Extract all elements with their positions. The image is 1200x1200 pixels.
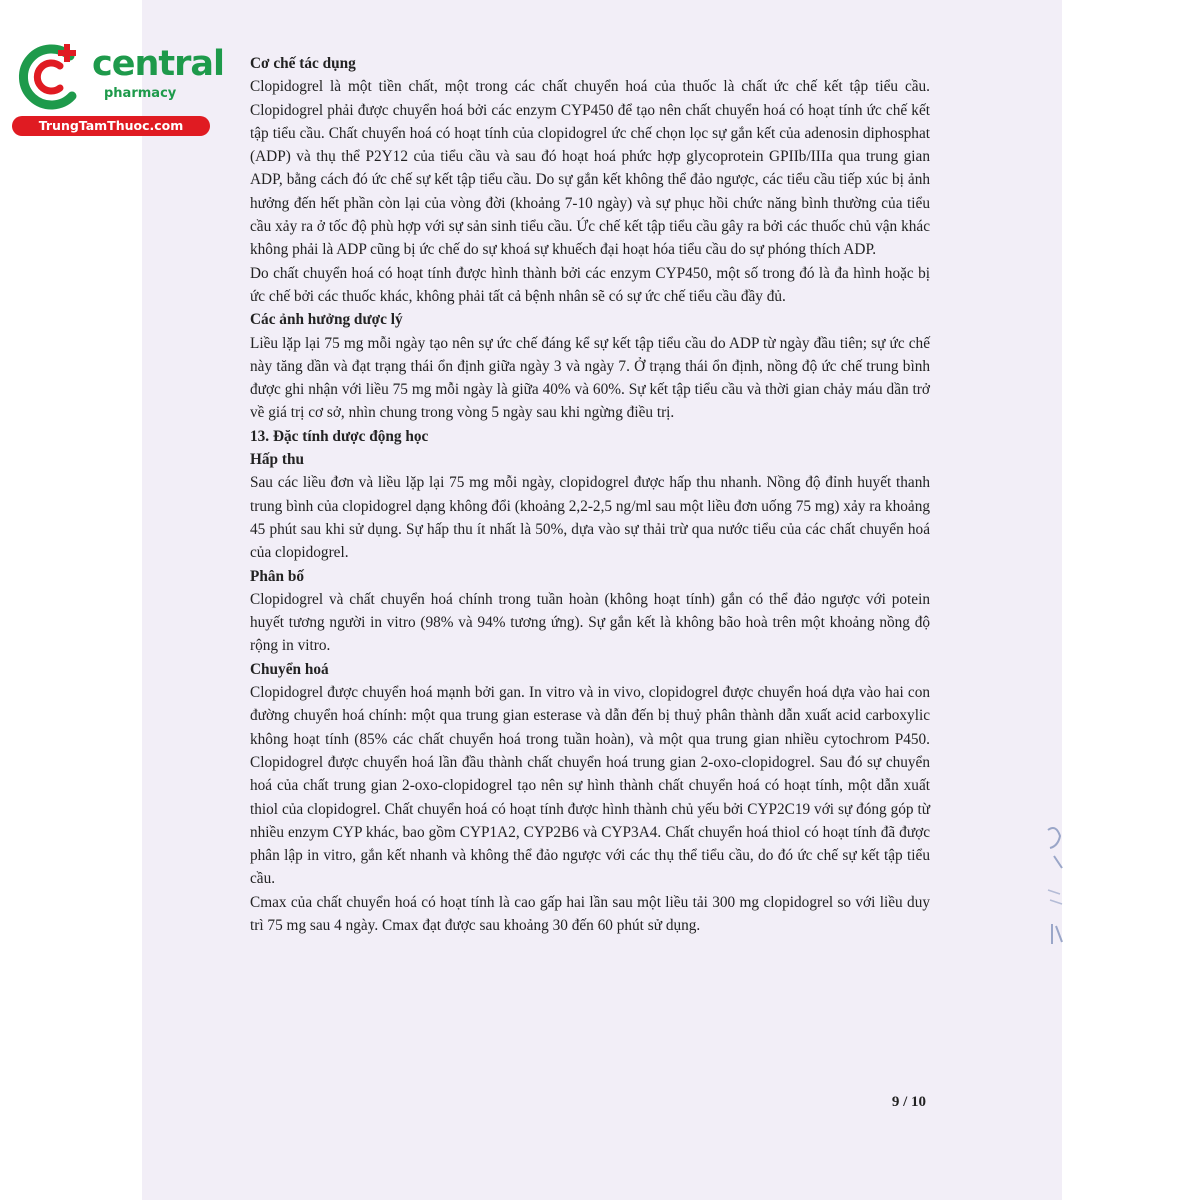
brand-name: central (92, 44, 225, 84)
paragraph-pharmacology: Liều lặp lại 75 mg mỗi ngày tạo nên sự ức chế đáng kể sự kết tập tiểu cầu do ADP từ ngày đầu tiên; sự ức chế này tăng dần và đạt trạng thái ổn định giữa ngày 3 và ngày 7. Ở trạng thái ổn định, nồng độ ức chế trung bình được ghi nhận với liều 75 mg mỗi ngày là giữa 40% và 60%. Sự kết tập tiểu cầu và thời gian chảy máu dần trở về giá trị cơ sở, nhìn chung trong vòng 5 ngày sau khi ngừng điều trị. (250, 334, 930, 422)
section-heading-pharmacokinetics: 13. Đặc tính dược động học (250, 427, 429, 445)
section-heading-pharmacology: Các ảnh hưởng dược lý (250, 311, 403, 329)
pharmacy-cross-logo-icon (10, 38, 86, 114)
section-heading-distribution: Phân bố (250, 567, 304, 585)
paragraph-metabolism-1: Clopidogrel được chuyển hoá mạnh bởi gan. In vitro và in vivo, clopidogrel được chuyển hoá dựa vào hai con đường chuyển hoá chính: một qua trung gian esterase và dẫn đến bị thuỷ phân thành dẫn xuất acid carboxylic không hoạt tính (85% các chất chuyển hoá trong tuần hoàn), và một qua trung gian nhiều cytochrom P450. Clopidogrel được chuyển hoá lần đầu thành chất chuyển hoá trung gian 2-oxo-clopidogrel. Sau đó sự chuyển hoá của chất trung gian 2-oxo-clopidogrel tạo nên sự hình thành chất chuyển hoá có hoạt tính, một dẫn xuất thiol của clopidogrel. Chất chuyển hoá có hoạt tính được hình thành chủ yếu bởi CYP2C19 với sự đóng góp từ nhiều enzym CYP khác, bao gồm CYP1A2, CYP2B6 và CYP3A4. Chất chuyển hoá thiol có hoạt tính đã được phân lập in vitro, gắn kết nhanh và không thể đảo ngược với các thụ thể tiểu cầu, do đó ức chế sự kết tập tiểu cầu. (250, 684, 930, 888)
brand-logo[interactable] (10, 38, 225, 138)
page-number: 9 / 10 (891, 1094, 926, 1110)
section-heading-absorption: Hấp thu (250, 451, 304, 469)
stamp-edge-mark (1040, 820, 1070, 950)
paragraph-mechanism-1: Clopidogrel là một tiền chất, một trong các chất chuyển hoá của thuốc là chất ức chế kết tập tiểu cầu. Clopidogrel phải được chuyển hoá bởi các enzym CYP450 để tạo nên chất chuyển hoá có hoạt tính ức chế kết tập tiểu cầu. Chất chuyển hoá có hoạt tính của clopidogrel ức chế chọn lọc sự gắn kết của adenosin diphosphat (ADP) và thụ thể P2Y12 của tiểu cầu và sau đó hoạt hoá phức hợp glycoprotein GPIIb/IIIa qua trung gian ADP, bằng cách đó ức chế sự kết tập tiểu cầu. Do sự gắn kết không thể đảo ngược, các tiểu cầu tiếp xúc bị ảnh hưởng đến hết phần còn lại của vòng đời (khoảng 7-10 ngày) và sự phục hồi chức năng bình thường của tiểu cầu xảy ra ở tốc độ phù hợp với sự sản sinh tiểu cầu. Ức chế kết tập tiểu cầu gây ra bởi các thuốc chủ vận khác không phải là ADP cũng bị ức chế do sự khoá sự khuếch đại hoạt hóa tiểu cầu do sự phóng thích ADP. (250, 78, 930, 259)
document-body (250, 52, 930, 937)
brand-website-banner: TrungTamThuoc.com (12, 116, 210, 136)
section-heading-mechanism: Cơ chế tác dụng (250, 55, 356, 72)
section-heading-metabolism: Chuyển hoá (250, 660, 329, 678)
paragraph-mechanism-2: Do chất chuyển hoá có hoạt tính được hình thành bởi các enzym CYP450, một số trong đó là đa hình hoặc bị ức chế bởi các thuốc khác, không phải tất cả bệnh nhân sẽ có sự ức chế tiểu cầu đầy đủ. (250, 264, 930, 305)
paragraph-absorption: Sau các liều đơn và liều lặp lại 75 mg mỗi ngày, clopidogrel được hấp thu nhanh. Nồng độ đỉnh huyết thanh trung bình của clopidogrel dạng không đổi (khoảng 2,2-2,5 ng/ml sau một liều đơn uống 75 mg) xảy ra khoảng 45 phút sau khi sử dụng. Sự hấp thu ít nhất là 50%, dựa vào sự thải trừ qua nước tiểu của các chất chuyển hoá của clopidogrel. (250, 474, 930, 562)
brand-subtitle: pharmacy (104, 86, 177, 101)
paragraph-distribution: Clopidogrel và chất chuyển hoá chính trong tuần hoàn (không hoạt tính) gắn có thể đảo ngược với potein huyết tương người in vitro (98% và 94% tương ứng). Sự gắn kết là không bão hoà trên một khoảng nồng độ rộng in vitro. (250, 590, 930, 655)
paragraph-metabolism-2: Cmax của chất chuyển hoá có hoạt tính là cao gấp hai lần sau một liều tải 300 mg clopidogrel so với liều duy trì 75 mg sau 4 ngày. Cmax đạt được sau khoảng 30 đến 60 phút sử dụng. (250, 893, 930, 934)
document-page (142, 0, 1062, 1200)
